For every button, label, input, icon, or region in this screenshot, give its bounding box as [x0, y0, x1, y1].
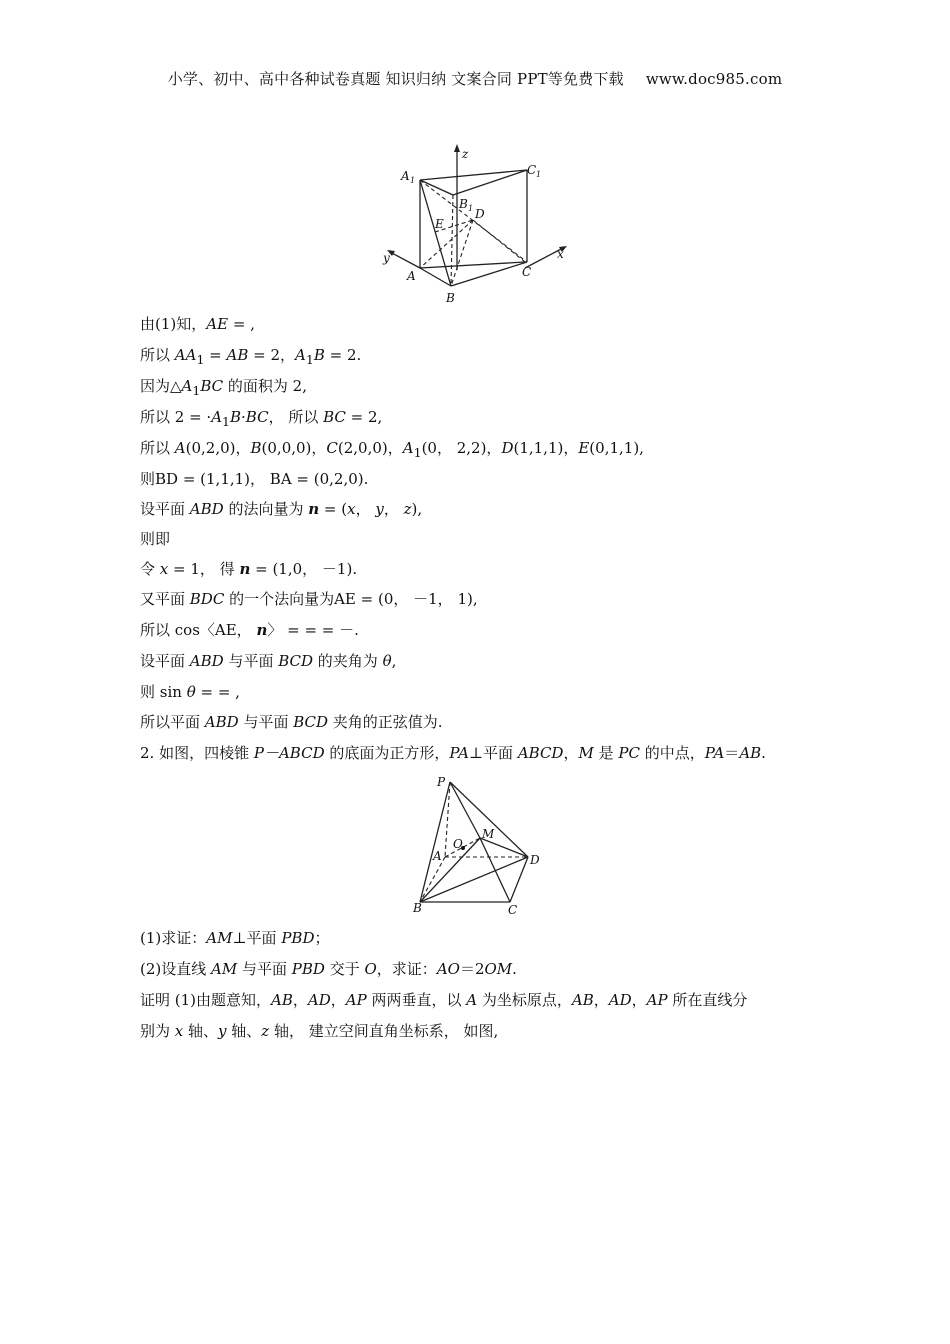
label-x: x	[557, 247, 564, 261]
label-m: M	[482, 827, 495, 841]
seg-ad	[420, 220, 473, 268]
y-axis	[390, 252, 420, 268]
header-url[interactable]: www.doc985.com	[645, 70, 783, 88]
proof-line-1: 证明 (1)由题意知，AB，AD，AP 两两垂直，以 A 为坐标原点，AB，AD，AP 所在直线分	[140, 991, 748, 1009]
label-b: B	[413, 901, 422, 915]
edge-a1b1	[420, 180, 453, 195]
proof-line-2: 别为 x 轴、y 轴、z 轴， 建立空间直角坐标系， 如图,	[140, 1022, 499, 1040]
label-a1-sub: 1	[410, 176, 416, 185]
label-y: y	[383, 251, 390, 265]
label-d: D	[530, 853, 540, 867]
label-d: D	[475, 207, 485, 221]
line-12: 设平面 ABD 与平面 BCD 的夹角为 θ,	[140, 652, 397, 670]
question-2: (2)设直线 AM 与平面 PBD 交于 O，求证：AO＝2OM.	[140, 960, 517, 978]
edge-pb	[420, 782, 450, 902]
line-3: 因为$\triangle A_1BC$ 的面积为 2,	[140, 377, 307, 398]
label-c1-sub: 1	[536, 170, 542, 179]
edge-bm	[420, 838, 480, 902]
label-b1: B	[459, 197, 468, 211]
problem-2-statement: 2. 如图，四棱锥 P－ABCD 的底面为正方形，PA⊥平面 ABCD，M 是 PC 的中点，PA＝AB.	[140, 744, 766, 762]
z-axis-arrow	[454, 144, 460, 152]
line-13: 则 sin θ = = ,	[140, 683, 240, 701]
label-z: z	[462, 147, 469, 161]
label-a1: A	[401, 169, 410, 183]
edge-pm	[450, 782, 480, 838]
line-8: 则即	[140, 530, 171, 548]
line-5: 所以 A(0,2,0)，B(0,0,0)，C(2,0,0)，$A_1(0$， 2,2)，D(1,1,1)，E(0,1,1),	[140, 439, 644, 460]
line-14: 所以平面 ABD 与平面 BCD 夹角的正弦值为.	[140, 713, 443, 731]
page-header	[0, 68, 950, 89]
question-1: (1)求证：AM⊥平面 PBD；	[140, 929, 330, 947]
header-text: 小学、初中、高中各种试卷真题 知识归纳 文案合同 PPT等免费下载	[167, 70, 624, 88]
label-c: C	[522, 265, 532, 279]
line-2: 所以 $AA_1$ = AB = 2，$A_1B = 2$.	[140, 346, 362, 367]
label-b1-sub: 1	[468, 204, 474, 213]
label-a: A	[407, 269, 416, 283]
line-11: 所以 cos〈AE， n〉 = = = －.	[140, 621, 359, 639]
prism-figure	[375, 140, 585, 310]
label-c1: C	[527, 163, 537, 177]
edge-bb1	[451, 195, 453, 286]
edge-bd	[420, 857, 528, 902]
pyramid-figure	[405, 772, 555, 917]
line-10: 又平面 BDC 的一个法向量为AE = (0， －1， 1),	[140, 590, 478, 608]
label-a: A	[433, 849, 442, 863]
label-c: C	[508, 903, 518, 917]
line-4: 所以 $2 = \cdot A_1B\cdot BC$， 所以 BC = 2,	[140, 408, 383, 429]
label-o: O	[453, 837, 463, 851]
label-b: B	[446, 291, 455, 305]
line-1: 由(1)知，AE = ,	[140, 315, 255, 333]
line-7: 设平面 ABD 的法向量为 n = (x， y， z),	[140, 500, 423, 518]
line-6: 则BD = (1,1,1)， BA = (0,2,0).	[140, 470, 369, 488]
line-9: 令 x = 1， 得 n = (1,0， －1).	[140, 560, 358, 578]
label-p: P	[437, 775, 446, 789]
label-e: E	[435, 217, 444, 231]
